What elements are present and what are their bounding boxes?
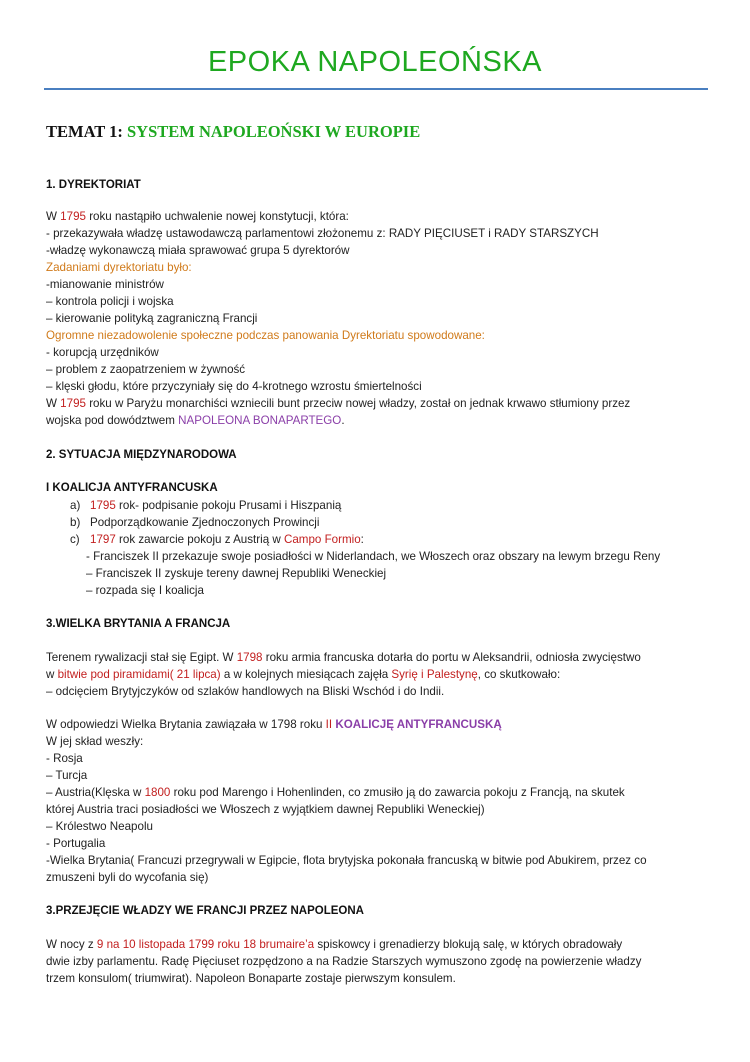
list-item: b) Podporządkowanie Zjednoczonych Prowincji bbox=[70, 516, 320, 529]
text-line: Ogromne niezadowolenie społeczne podczas panowania Dyrektoriatu spowodowane: bbox=[46, 329, 485, 342]
section-heading-wielka-brytania: 3.WIELKA BRYTANIA A FRANCJA bbox=[46, 618, 231, 630]
list-item: – rozpada się I koalicja bbox=[86, 584, 204, 597]
text-line: - przekazywała władzę ustawodawczą parlamentowi złożonemu z: RADY PIĘCIUSET i RADY STARSZYCH bbox=[46, 227, 599, 240]
text-line: W 1795 roku w Paryżu monarchiści wzniecili bunt przeciw nowej władzy, został on jednak krwawo stłumiony przez bbox=[46, 397, 631, 410]
text-line: w bitwie pod piramidami( 21 lipca) a w kolejnych miesiącach zajęła Syrię i Palestynę, co skutkowało: bbox=[46, 668, 561, 681]
text-line: wojska pod dowództwem NAPOLEONA BONAPARTEGO. bbox=[46, 414, 345, 427]
text-line: zmuszeni byli do wycofania się) bbox=[46, 871, 209, 884]
text-line: dwie izby parlamentu. Radę Pięciuset rozpędzono a na Radzie Starszych wymuszono zgodę na powierzenie władzy bbox=[46, 955, 642, 968]
document-title: EPOKA NAPOLEOŃSKA bbox=[207, 46, 543, 78]
text-line: W odpowiedzi Wielka Brytania zawiązała w 1798 roku II KOALICJĘ ANTYFRANCUSKĄ bbox=[46, 718, 502, 731]
text-line: W jej skład weszły: bbox=[46, 735, 144, 748]
list-item: – kierowanie polityką zagraniczną Francji bbox=[46, 312, 258, 325]
section-heading-sytuacja: 2. SYTUACJA MIĘDZYNARODOWA bbox=[46, 449, 237, 461]
list-item: - korupcją urzędników bbox=[46, 346, 159, 359]
list-item: -mianowanie ministrów bbox=[46, 278, 164, 291]
text-line: -władzę wykonawczą miała sprawować grupa 5 dyrektorów bbox=[46, 244, 350, 257]
section-heading-dyrektoriat: 1. DYREKTORIAT bbox=[46, 179, 141, 191]
list-item: – Austria(Klęska w 1800 roku pod Marengo i Hohenlinden, co zmusiło ją do zawarcia pokoju z Francją, na skutek bbox=[46, 786, 625, 799]
list-item: – kontrola policji i wojska bbox=[46, 295, 174, 308]
list-item: – problem z zaopatrzeniem w żywność bbox=[46, 363, 246, 376]
list-item: - Franciszek II przekazuje swoje posiadłości w Niderlandach, we Włoszech oraz obszary na lewym brzegu Reny bbox=[86, 550, 661, 563]
subheading-koalicja: I KOALICJA ANTYFRANCUSKA bbox=[46, 482, 218, 494]
text-line: Terenem rywalizacji stał się Egipt. W 1798 roku armia francuska dotarła do portu w Aleksandrii, odniosła zwycięstwo bbox=[46, 651, 641, 664]
title-underline bbox=[44, 88, 708, 90]
text-line: trzem konsulom( triumwirat). Napoleon Bonaparte zostaje pierwszym konsulem. bbox=[46, 972, 456, 985]
list-item: -Wielka Brytania( Francuzi przegrywali w Egipcie, flota brytyjska pokonała francuską w bitwie pod Abukirem, przez co bbox=[46, 854, 647, 867]
list-item: - Portugalia bbox=[46, 837, 106, 850]
list-item: a) 1795 rok- podpisanie pokoju Prusami i Hiszpanią bbox=[70, 499, 342, 512]
lesson-heading: TEMAT 1: SYSTEM NAPOLEOŃSKI W EUROPIE bbox=[46, 122, 421, 141]
section-heading-przejecie-wladzy: 3.PRZEJĘCIE WŁADZY WE FRANCJI PRZEZ NAPOLEONA bbox=[46, 905, 364, 917]
text-line: W 1795 roku nastąpiło uchwalenie nowej konstytucji, która: bbox=[46, 210, 349, 223]
text-line: której Austria traci posiadłości we Włoszech z wyjątkiem dawnej Republiki Weneckiej) bbox=[46, 803, 485, 816]
list-item: – Franciszek II zyskuje tereny dawnej Republiki Weneckiej bbox=[86, 567, 387, 580]
list-item: – Królestwo Neapolu bbox=[46, 820, 153, 833]
list-item: – Turcja bbox=[46, 769, 88, 782]
text-line: W nocy z 9 na 10 listopada 1799 roku 18 brumaire’a spiskowcy i grenadierzy blokują salę, w których obradowały bbox=[46, 938, 623, 951]
list-item: – klęski głodu, które przyczyniały się do 4-krotnego wzrostu śmiertelności bbox=[46, 380, 422, 393]
list-item: c) 1797 rok zawarcie pokoju z Austrią w Campo Formio: bbox=[70, 533, 364, 546]
list-item: – odcięciem Brytyjczyków od szlaków handlowych na Bliski Wschód i do Indii. bbox=[46, 685, 445, 698]
text-line: Zadaniami dyrektoriatu było: bbox=[46, 261, 192, 274]
list-item: - Rosja bbox=[46, 752, 83, 765]
